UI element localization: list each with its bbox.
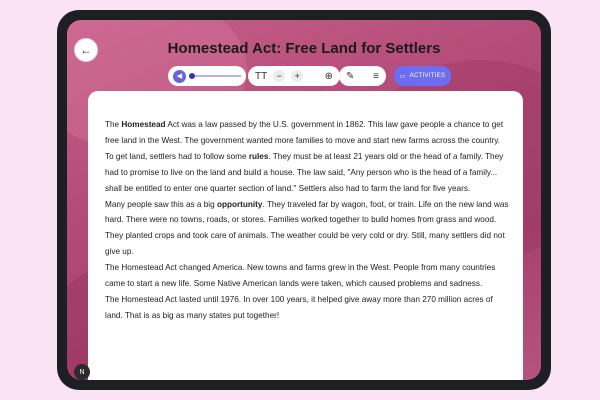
increase-font-button[interactable]: + [291, 70, 303, 82]
activities-label: ACTIVITIES [409, 73, 446, 79]
vocabulary-word[interactable]: rules [248, 151, 269, 161]
decrease-font-button[interactable]: − [273, 70, 285, 82]
article-paragraph: The Homestead Act lasted until 1976. In over 100 years, it helped give away more than 270 million acres of land. That is as big as many states put together! [105, 294, 493, 320]
text-tools-group [248, 66, 340, 86]
article-paragraph: Many people saw this as a big opportunity. They traveled far by wagon, foot, or train. Life on the new land was hard. There were no towns, roads, or stores. Families worked together to build homes from grass and wood. They planted crops and took care of animals. The weather could be very cold or dry. Still, many settlers did not give up. [105, 199, 509, 257]
audio-player[interactable] [168, 66, 246, 86]
list-icon[interactable]: ≡ [373, 70, 379, 82]
article-paragraph: The Homestead Act changed America. New towns and farms grew in the West. People from many countries came to start a new life. Some Native American lands were taken, which caused problems and sadness. [105, 263, 496, 289]
audio-progress-track[interactable] [191, 75, 241, 77]
page-title: Homestead Act: Free Land for Settlers [167, 40, 441, 57]
annotate-tools-group [339, 66, 386, 86]
accessibility-button[interactable]: N [74, 364, 90, 380]
article-body [88, 91, 523, 380]
pen-icon[interactable]: ✎ [346, 70, 355, 82]
activities-icon: ▭ [399, 73, 406, 80]
globe-icon[interactable]: ⊕ [324, 70, 333, 82]
article-paragraph: The Homestead Act was a law passed by the U.S. government in 1862. This law gave people a chance to get free land in the West. The government wanted more families to move and start new farms across the country. [105, 120, 504, 145]
font-size-icon[interactable]: TT [255, 70, 268, 82]
article-paragraph: To get land, settlers had to follow some rules. They must be at least 21 years old or the head of a family. They had to promise to live on the land and build a house. The law said, "Any person who is the head of a family... shall be entitled to enter one quarter section of land." Settlers also had to farm the land for five years. [105, 151, 504, 193]
tablet-frame [57, 10, 551, 390]
activities-button[interactable] [394, 66, 451, 86]
vocabulary-word[interactable]: opportunity [216, 199, 263, 209]
speaker-icon[interactable]: ◀ [173, 70, 186, 83]
app-screen [67, 20, 541, 380]
arrow-left-icon: ← [80, 43, 92, 57]
audio-progress-knob[interactable] [189, 73, 195, 79]
vocabulary-word[interactable]: Homestead [121, 120, 166, 129]
